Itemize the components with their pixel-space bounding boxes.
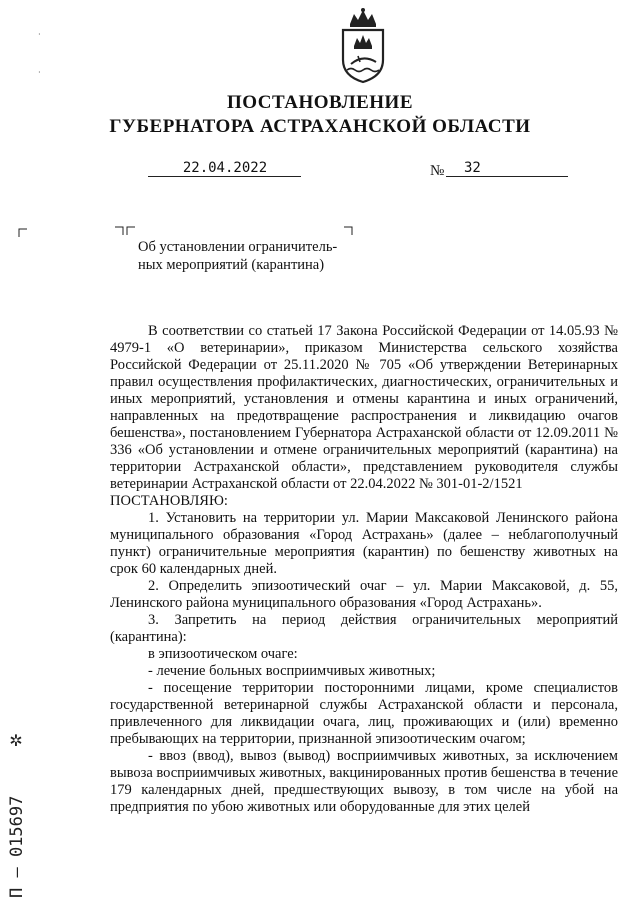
clause-1: 1. Установить на территории ул. Марии Максаковой Ленинского района муниципального образования «Город Астрахань» (далее – неблагополучный пункт) ограничительные мероприятия (карантин) по бешенству животных на срок 60 календарных дней.: [110, 510, 618, 577]
number-sign: №: [430, 163, 445, 179]
subject-line: Об установлении ограничитель-: [138, 239, 338, 255]
decree-date: 22.04.2022: [182, 160, 268, 176]
clause-3-item: - ввоз (ввод), вывоз (вывод) восприимчивых животных, за исключением вывоза восприимчивых животных, вакцинированных против бешенства в течение 179 календарных дней, предшествующих вывозу, в том числе на убой на предприятия по убою животных или оборудованные для этих целей: [110, 748, 618, 815]
clause-3-sub-heading: в эпизоотическом очаге:: [148, 646, 298, 662]
serial-number-stamp: [0, 680, 30, 905]
scan-speck: ·: [38, 30, 41, 39]
clause-2: 2. Определить эпизоотический очаг – ул. Марии Максаковой, д. 55, Ленинского района муниципального образования «Город Астрахань».: [110, 578, 618, 611]
subject-heading: [138, 238, 358, 274]
serial-number: П – 015697: [7, 795, 27, 898]
scan-speck: ·: [38, 68, 41, 77]
corner-bracket-icon: [18, 228, 28, 238]
document-body: [110, 323, 618, 816]
clause-3-item: - лечение больных восприимчивых животных;: [148, 663, 436, 679]
serial-mark: ✲: [9, 733, 23, 750]
preamble-paragraph: В соответствии со статьей 17 Закона Российской Федерации от 14.05.93 № 4979-1 «О ветеринарии», приказом Министерства сельского хозяйства Российской Федерации от 25.11.2020 № 705 «Об утверждении Ветеринарных правил осуществления профилактических, диагностических, ограничительных и иных мероприятий, установления и отмены карантина и иных ограничений, направленных на предотвращение распространения и ликвидацию очагов бешенства», постановлением Губернатора Астраханской области от 12.09.2011 № 336 «Об установлении и отмене ограничительных мероприятий (карантина) на территории Астраханской области», представлением руководителя службы ветеринарии Астраханской области от 22.04.2022 № 301-01-2/1521: [110, 323, 618, 492]
clause-3: 3. Запретить на период действия ограничительных мероприятий (карантина):: [110, 612, 618, 645]
clause-3-item: - посещение территории посторонними лицами, кроме специалистов государственной ветеринарной службы Астраханской области и персонала, привлеченного для ликвидации очага, лиц, проживающих и (или) временно пребывающих на территории, признанной эпизоотическим очагом;: [110, 680, 618, 747]
corner-bracket-icon: [114, 226, 124, 236]
corner-bracket-icon: [343, 226, 353, 236]
decree-word: ПОСТАНОВЛЯЮ:: [110, 493, 228, 509]
number-underline: [446, 176, 568, 177]
document-title: ПОСТАНОВЛЕНИЕ: [226, 92, 414, 113]
decree-number: 32: [464, 160, 481, 176]
subject-line: ных мероприятий (карантина): [138, 257, 325, 273]
corner-bracket-icon: [126, 226, 136, 236]
issuing-authority: ГУБЕРНАТОРА АСТРАХАНСКОЙ ОБЛАСТИ: [109, 116, 531, 137]
date-underline: [148, 176, 301, 177]
coat-of-arms-emblem: [338, 6, 388, 84]
